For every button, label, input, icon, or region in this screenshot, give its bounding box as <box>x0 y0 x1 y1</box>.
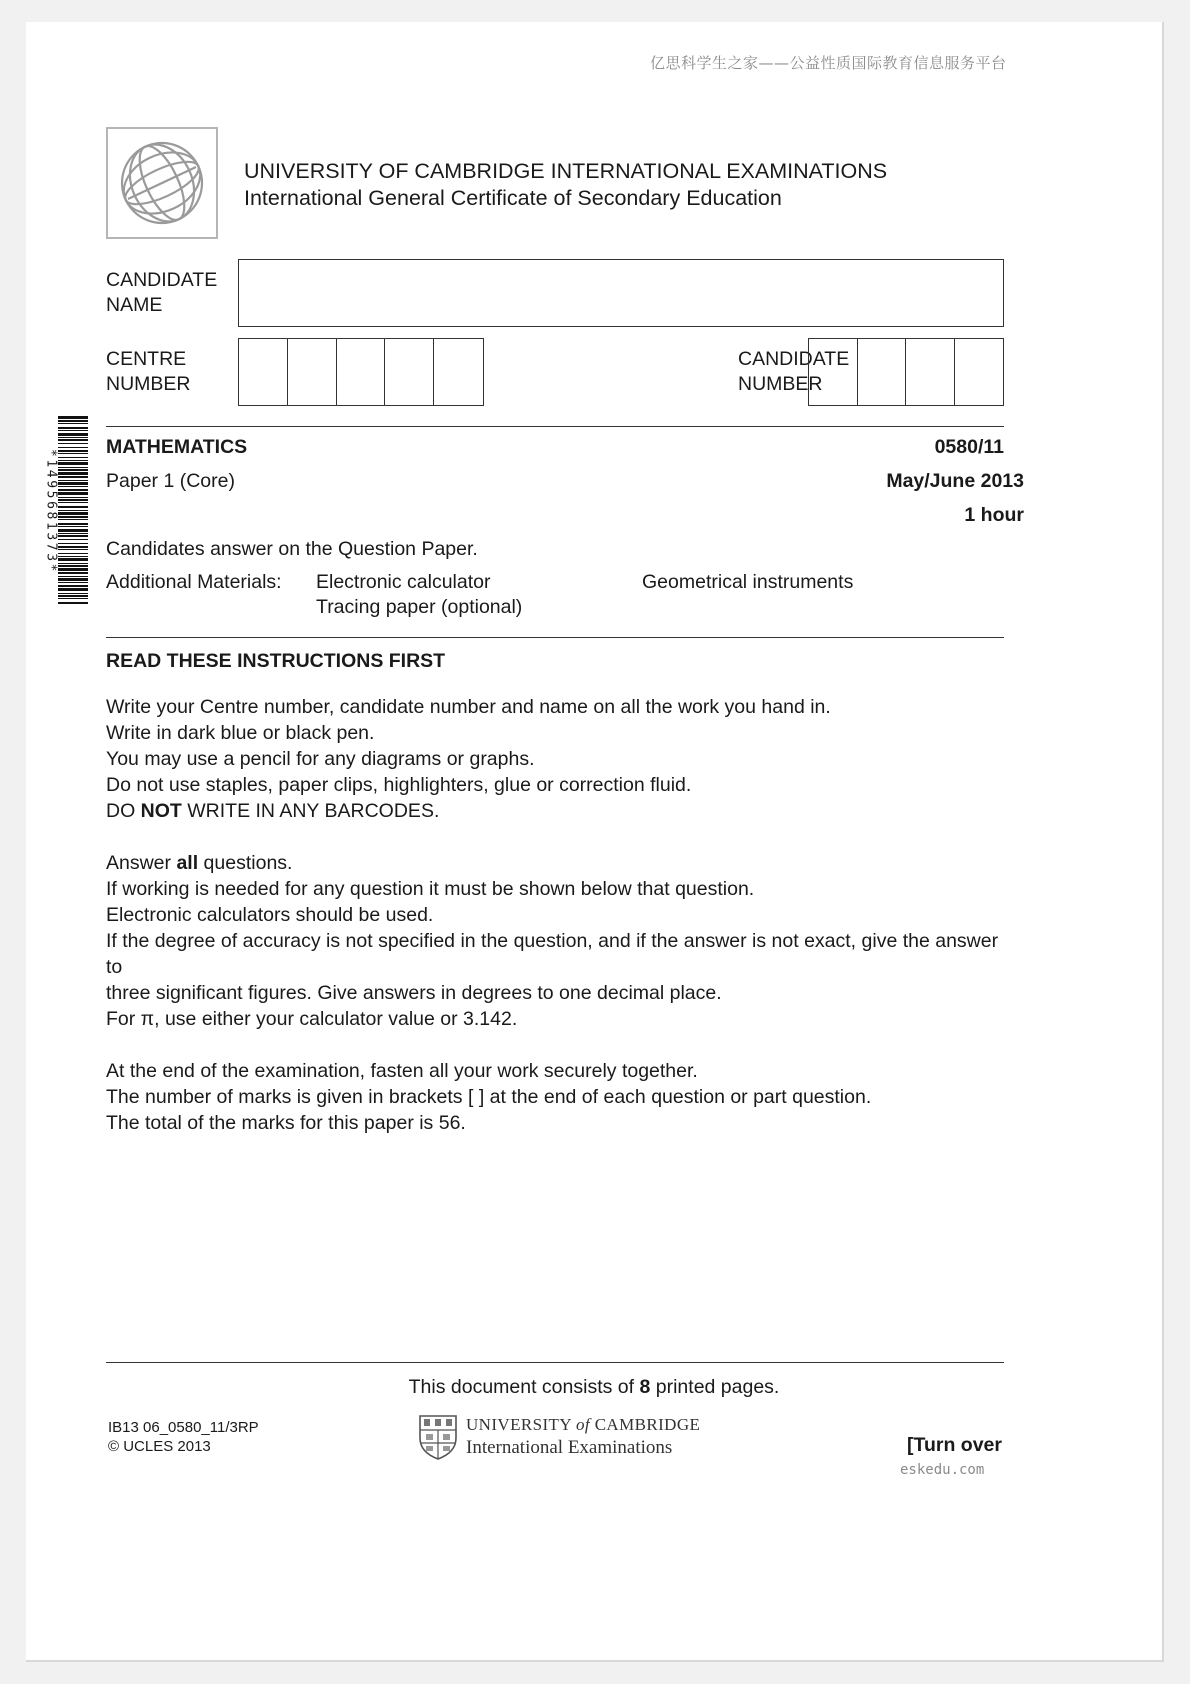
barcode-bar <box>58 535 88 537</box>
exam-session: May/June 2013 <box>886 470 1024 492</box>
barcode-bar <box>58 447 88 448</box>
barcode-bar <box>58 476 88 478</box>
barcode-bar <box>58 443 88 444</box>
barcode-bar <box>58 585 88 587</box>
candidate-name-field[interactable] <box>238 259 1004 327</box>
barcode-bar <box>58 572 88 574</box>
centre-number-field[interactable] <box>238 338 484 406</box>
barcode-bar <box>58 533 88 534</box>
barcode-bar <box>58 582 88 583</box>
centre-digit-box[interactable] <box>288 339 337 405</box>
barcode-bar <box>58 529 88 532</box>
barcode-bar <box>58 427 88 429</box>
barcode-number: *1495681373* <box>43 448 59 575</box>
barcode-bar <box>58 516 88 518</box>
barcode-bar <box>58 420 88 422</box>
barcode-bar <box>58 482 88 485</box>
barcode-bar <box>58 506 88 508</box>
barcode-bar <box>58 492 88 495</box>
barcode-bar <box>58 576 88 577</box>
barcode-bar <box>58 430 88 431</box>
barcode-bars <box>58 416 88 606</box>
centre-number-label: CENTRE NUMBER <box>106 348 191 395</box>
barcode-bar <box>58 602 88 604</box>
barcode-bar <box>58 512 88 515</box>
centre-digit-box[interactable] <box>385 339 434 405</box>
instructions-block-3: At the end of the examination, fasten all your work securely together. The number of marks is given in brackets [ ] at the end of each question or part question. The total of the marks for this paper is 56. <box>106 1060 872 1134</box>
barcode-bar <box>58 539 88 540</box>
candidate-number-field[interactable] <box>808 338 1004 406</box>
barcode-bar <box>58 553 88 554</box>
material-geometrical-instruments: Geometrical instruments <box>642 571 854 593</box>
barcode-bar <box>58 563 88 564</box>
barcode-bar <box>58 453 88 454</box>
barcode-bar <box>58 416 88 419</box>
barcode-bar <box>58 467 88 468</box>
barcode-bar <box>58 472 88 475</box>
candidate-digit-box[interactable] <box>858 339 907 405</box>
instructions-block-1: Write your Centre number, candidate number and name on all the work you hand in. Write in dark blue or black pen. You may use a pencil for any diagrams or graphs. Do not use staples, paper clips, highlighters, glue or correction fluid. DO NOT WRITE IN ANY BARCODES. <box>106 696 831 822</box>
cambridge-shield-icon <box>418 1414 458 1460</box>
site-watermark: eskedu.com <box>900 1462 985 1478</box>
instructions-heading: READ THESE INSTRUCTIONS FIRST <box>106 650 446 672</box>
barcode-bar <box>58 437 88 438</box>
barcode-bar <box>58 460 88 461</box>
barcode-bar <box>58 439 88 441</box>
barcode-bar <box>58 526 88 527</box>
paper-title: Paper 1 (Core) <box>106 470 235 492</box>
barcode-bar <box>58 593 88 594</box>
barcode-bar <box>58 469 88 471</box>
barcode-bar <box>58 497 88 498</box>
globe-icon <box>108 129 216 237</box>
instructions <box>106 694 1006 1162</box>
barcode-bar <box>58 598 88 599</box>
exam-duration: 1 hour <box>964 504 1024 526</box>
qualification-name: International General Certificate of Secondary Education <box>244 186 782 210</box>
barcode-bar <box>58 510 88 511</box>
barcode-bar <box>58 423 88 424</box>
materials-label: Additional Materials: <box>106 571 282 593</box>
document-reference: IB13 06_0580_11/3RP © UCLES 2013 <box>108 1419 259 1455</box>
material-tracing-paper: Tracing paper (optional) <box>316 596 523 618</box>
barcode-bar <box>58 558 88 561</box>
barcode-bar <box>58 489 88 491</box>
instructions-block-2: Answer all questions. If working is needed for any question it must be shown below that question. Electronic calculators should be used. If the degree of accuracy is not specified in the question, and if the answer is not exact, give the answer to three significant figures. Give answers in degrees to one decimal place. For π, use either your calculator value or 3.142. <box>106 852 999 1030</box>
barcode-bar <box>58 523 88 525</box>
barcode-bar <box>58 519 88 520</box>
barcode-bar <box>58 457 88 458</box>
barcode-bar <box>58 499 88 501</box>
divider-footer <box>106 1362 1004 1363</box>
barcode-bar <box>58 433 88 436</box>
subject: MATHEMATICS <box>106 436 248 458</box>
barcode-bar <box>58 556 88 557</box>
barcode-bar <box>58 543 88 544</box>
divider-middle <box>106 637 1004 638</box>
barcode <box>40 416 84 624</box>
barcode-bar <box>58 588 88 591</box>
page-count: This document consists of 8 printed pages. <box>408 1376 780 1398</box>
barcode-bar <box>58 565 88 567</box>
university-name: UNIVERSITY OF CAMBRIDGE INTERNATIONAL EXAMINATIONS <box>244 159 888 183</box>
candidate-digit-box[interactable] <box>906 339 955 405</box>
barcode-bar <box>58 486 88 487</box>
exam-cover-page <box>26 22 1164 1662</box>
globe-logo <box>106 127 218 239</box>
barcode-bar <box>58 502 88 503</box>
barcode-bar <box>58 568 88 571</box>
cambridge-logo-text: UNIVERSITY of CAMBRIDGE International Examinations <box>466 1415 701 1458</box>
barcode-bar <box>58 480 88 481</box>
centre-digit-box[interactable] <box>434 339 483 405</box>
centre-digit-box[interactable] <box>239 339 288 405</box>
barcode-bar <box>58 549 88 550</box>
candidate-digit-box[interactable] <box>809 339 858 405</box>
watermark-top: 亿思科学生之家——公益性质国际教育信息服务平台 <box>650 54 1007 72</box>
candidate-digit-box[interactable] <box>955 339 1004 405</box>
syllabus-code: 0580/11 <box>934 436 1004 458</box>
material-calculator: Electronic calculator <box>316 571 491 593</box>
turn-over: [Turn over <box>907 1434 1002 1456</box>
divider-top <box>106 426 1004 427</box>
barcode-bar <box>58 595 88 597</box>
answer-note: Candidates answer on the Question Paper. <box>106 538 478 560</box>
university-header <box>244 158 887 212</box>
candidate-number-label: CANDIDATE NUMBER <box>738 348 850 395</box>
candidate-name-label: CANDIDATE NAME <box>106 269 218 316</box>
barcode-bar <box>58 450 88 452</box>
barcode-bar <box>58 462 88 465</box>
barcode-bar <box>58 546 88 548</box>
centre-digit-box[interactable] <box>337 339 386 405</box>
barcode-bar <box>58 578 88 581</box>
